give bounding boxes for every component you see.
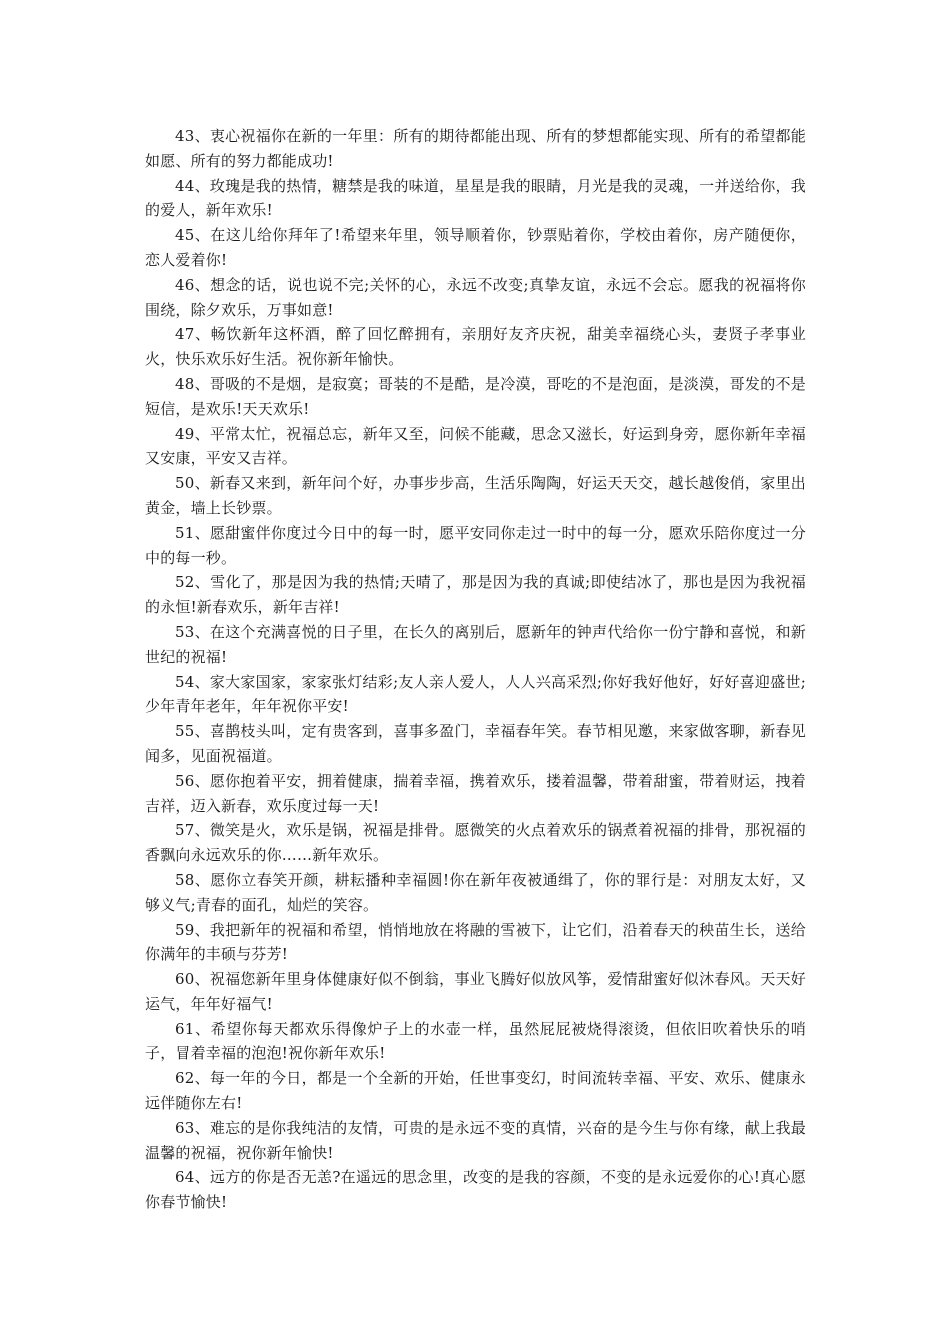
greeting-paragraph-62: 62、每一年的今日，都是一个全新的开始，任世事变幻，时间流转幸福、平安、欢乐、健康永远伴随你左右! (145, 1069, 806, 1113)
greeting-paragraph-60: 60、祝福您新年里身体健康好似不倒翁，事业飞腾好似放风筝，爱情甜蜜好似沐春风。天天好运气，年年好福气! (145, 970, 806, 1013)
greeting-paragraph-44: 44、玫瑰是我的热情，糖禁是我的味道，星星是我的眼睛，月光是我的灵魂，一并送给你，我的爱人，新年欢乐! (145, 176, 806, 220)
greeting-paragraph-51: 51、愿甜蜜伴你度过今日中的每一时，愿平安同你走过一时中的每一分，愿欢乐陪你度过一分中的每一秒。 (145, 523, 806, 567)
greeting-paragraph-63: 63、难忘的是你我纯洁的友情，可贵的是永远不变的真情，兴奋的是今生与你有缘，献上我最温馨的祝福，祝你新年愉快! (145, 1118, 806, 1162)
greeting-paragraph-53: 53、在这个充满喜悦的日子里，在长久的离别后，愿新年的钟声代给你一份宁静和喜悦，和新世纪的祝福! (145, 622, 806, 666)
greeting-paragraph-46: 46、想念的话，说也说不完;关怀的心，永远不改变;真挚友谊，永远不会忘。愿我的祝福将你围绕，除夕欢乐，万事如意! (145, 275, 806, 319)
greeting-paragraph-50: 50、新春又来到，新年问个好，办事步步高，生活乐陶陶，好运天天交，越长越俊俏，家里出黄金，墙上长钞票。 (145, 474, 806, 517)
greeting-paragraph-64: 64、远方的你是否无恙?在遥远的思念里，改变的是我的容颜，不变的是永远爱你的心!真心愿你春节愉快! (145, 1168, 806, 1212)
greeting-paragraph-48: 48、哥吸的不是烟，是寂寞；哥装的不是酷，是冷漠，哥吃的不是泡面，是淡漠，哥发的不是短信，是欢乐!天天欢乐! (145, 374, 806, 418)
greeting-paragraph-57: 57、微笑是火，欢乐是锅，祝福是排骨。愿微笑的火点着欢乐的锅煮着祝福的排骨，那祝福的香飘向永远欢乐的你……新年欢乐。 (145, 821, 806, 865)
greeting-paragraph-45: 45、在这儿给你拜年了!希望来年里，领导顺着你，钞票贴着你，学校由着你，房产随便你，恋人爱着你! (145, 226, 806, 269)
greeting-paragraph-55: 55、喜鹊枝头叫，定有贵客到，喜事多盈门，幸福春年笑。春节相见邀，来家做客聊，新春见闻多，见面祝福道。 (145, 722, 806, 765)
greeting-paragraph-59: 59、我把新年的祝福和希望，悄悄地放在将融的雪被下，让它们，沿着春天的秧苗生长，送给你满年的丰硕与芬芳! (145, 920, 806, 964)
greeting-paragraph-58: 58、愿你立春笑开颜，耕耘播种幸福圆!你在新年夜被通缉了，你的罪行是：对朋友太好，又够义气;青春的面孔，灿烂的笑容。 (145, 870, 806, 914)
greeting-paragraph-49: 49、平常太忙，祝福总忘，新年又至，问候不能藏，思念又滋长，好运到身旁，愿你新年幸福又安康，平安又吉祥。 (145, 424, 806, 468)
greeting-paragraph-52: 52、雪化了，那是因为我的热情;天晴了，那是因为我的真诚;即使结冰了，那也是因为我祝福的永恒!新春欢乐，新年吉祥! (145, 573, 806, 617)
greeting-paragraph-54: 54、家大家国家，家家张灯结彩;友人亲人爱人，人人兴高采烈;你好我好他好，好好喜迎盛世;少年青年老年，年年祝你平安! (145, 672, 806, 716)
document-page (145, 124, 806, 1215)
greeting-paragraph-56: 56、愿你抱着平安，拥着健康，揣着幸福，携着欢乐，搂着温馨，带着甜蜜，带着财运，拽着吉祥，迈入新春，欢乐度过每一天! (145, 771, 806, 815)
greeting-paragraph-61: 61、希望你每天都欢乐得像炉子上的水壶一样，虽然屁屁被烧得滚烫，但依旧吹着快乐的哨子，冒着幸福的泡泡!祝你新年欢乐! (145, 1019, 806, 1063)
greeting-paragraph-43: 43、衷心祝福你在新的一年里：所有的期待都能出现、所有的梦想都能实现、所有的希望都能如愿、所有的努力都能成功! (145, 127, 806, 170)
greeting-paragraph-47: 47、畅饮新年这杯酒，醉了回忆醉拥有，亲朋好友齐庆祝，甜美幸福绕心头，妻贤子孝事业火，快乐欢乐好生活。祝你新年愉快。 (145, 325, 806, 369)
